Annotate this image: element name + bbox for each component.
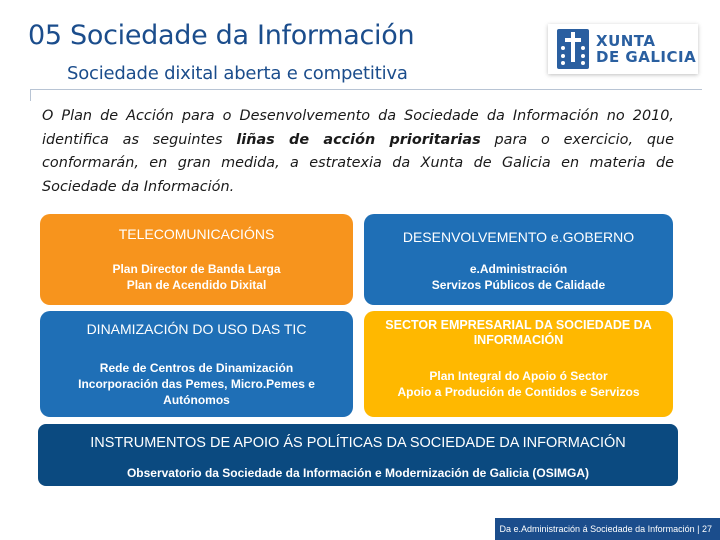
- box-egoberno: [364, 214, 673, 305]
- logo-line2: DE GALICIA: [596, 48, 697, 66]
- box-egoberno-text: e.Administración Servizos Públicos de Calidade: [431, 262, 606, 292]
- box-telecomunicacions-title: TELECOMUNICACIÓNS: [118, 226, 275, 242]
- page-subtitle: Sociedade dixital aberta e competitiva: [67, 63, 408, 84]
- footer-bar: [495, 518, 720, 540]
- coat-of-arms-icon: [556, 28, 590, 70]
- box-dinamizacion-title: DINAMIZACIÓN DO USO DAS TIC: [86, 321, 307, 337]
- header-divider: [30, 89, 702, 90]
- box-dinamizacion: [40, 311, 353, 417]
- footer-text: Da e.Administración á Sociedade da Información | 27: [499, 524, 712, 534]
- box-instrumentos-title: INSTRUMENTOS DE APOIO ÁS POLÍTICAS DA SOCIEDADE DA INFORMACIÓN: [90, 435, 626, 451]
- intro-paragraph: O Plan de Acción para o Desenvolvemento da Sociedade da Información no 2010, identifica as seguintes liñas de acción prioritarias para o exercicio, que conformarán, en gran medida, a estratexia da Xunta de Galicia en materia de Sociedade da Información.: [42, 108, 674, 195]
- box-telecomunicacions: [40, 214, 353, 305]
- box-sector-empresarial: [364, 311, 673, 417]
- intro-emphasis: liñas de acción prioritarias: [236, 131, 481, 148]
- xunta-logo: [548, 24, 698, 74]
- box-instrumentos-text: Observatorio da Sociedade da Información e Modernización de Galicia (OSIMGA): [126, 466, 590, 480]
- box-dinamizacion-text: Rede de Centros de Dinamización Incorporación das Pemes, Micro.Pemes e Autónomos: [78, 361, 315, 407]
- box-sector-empresarial-title: SECTOR EMPRESARIAL DA SOCIEDADE DA INFORMACIÓN: [385, 318, 652, 347]
- logo-line1: XUNTA: [596, 32, 656, 50]
- box-egoberno-title: DESENVOLVEMENTO e.GOBERNO: [402, 229, 635, 245]
- box-sector-empresarial-text: Plan Integral do Apoio ó Sector Apoio a Produción de Contidos e Servizos: [397, 369, 640, 399]
- box-telecomunicacions-text: Plan Director de Banda Larga Plan de Acendido Dixital: [112, 262, 281, 292]
- header-divider-tick: [30, 89, 31, 101]
- box-instrumentos: [38, 424, 678, 486]
- page-title: 05 Sociedade da Información: [28, 20, 415, 51]
